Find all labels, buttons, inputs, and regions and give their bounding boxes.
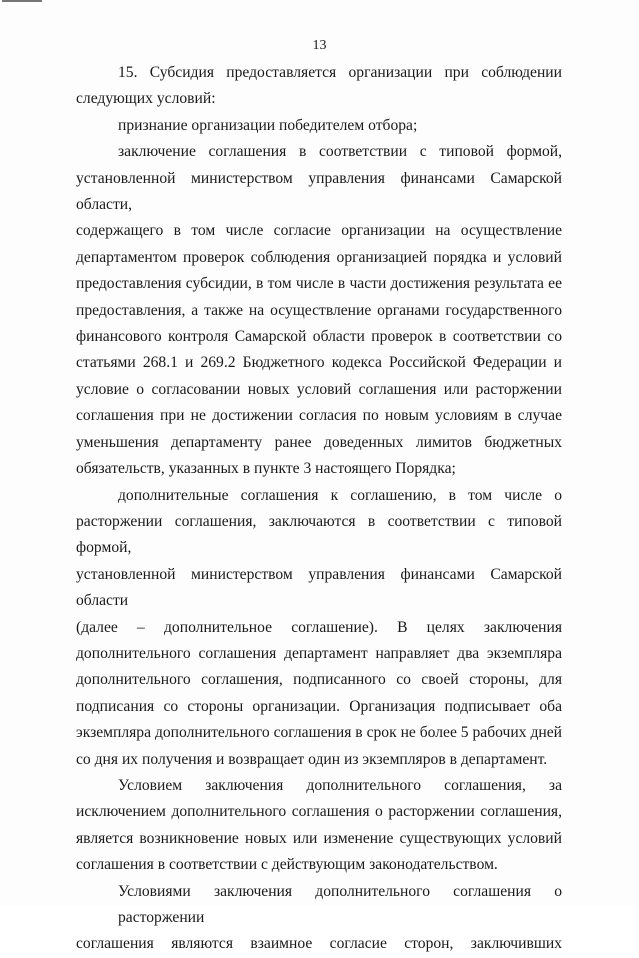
text-line: обязательств, указанных в пункте 3 настоящего Порядка; bbox=[76, 460, 456, 478]
paragraph-additional-agreements bbox=[76, 483, 562, 773]
text-line: содержащего в том числе согласие организации на осуществление bbox=[76, 222, 562, 240]
text-line: предоставления субсидии, в том числе в части достижения результата ее bbox=[76, 275, 562, 293]
text-line: условие о согласовании новых условий соглашения или расторжении bbox=[76, 380, 562, 398]
text-line: установленной министерством управления финансами Самарской области bbox=[76, 565, 562, 610]
text-line: исключением дополнительного соглашения о расторжении соглашения, bbox=[76, 803, 562, 821]
text-line: заключение соглашения в соответствии с типовой формой, bbox=[118, 143, 562, 161]
text-line: статьями 268.1 и 269.2 Бюджетного кодекса Российской Федерации и bbox=[76, 354, 562, 372]
text-line: подписания со стороны организации. Организация подписывает оба bbox=[76, 697, 562, 715]
text-line: дополнительного соглашения, подписанного со своей стороны, для bbox=[76, 671, 562, 689]
text-line: экземпляра дополнительного соглашения в срок не более 5 рабочих дней bbox=[76, 724, 562, 742]
text-line: со дня их получения и возвращает один из экземпляров в департамент. bbox=[76, 750, 548, 768]
text-line: признание организации победителем отбора; bbox=[118, 116, 418, 134]
document-body bbox=[76, 58, 562, 958]
text-line: дополнительные соглашения к соглашению, в том числе о bbox=[118, 486, 562, 504]
scan-edge-mark bbox=[2, 0, 42, 5]
paragraph-15-intro bbox=[76, 60, 562, 113]
text-line: (далее – дополнительное соглашение). В целях заключения bbox=[76, 618, 562, 636]
text-line: уменьшения департаменту ранее доведенных лимитов бюджетных bbox=[76, 433, 562, 451]
text-line: финансового контроля Самарской области проверок в соответствии со bbox=[76, 328, 562, 346]
paragraph-conclusion-condition bbox=[76, 773, 562, 879]
paragraph-condition-agreement bbox=[76, 139, 562, 482]
text-line: дополнительного соглашения департамент направляет два экземпляра bbox=[76, 644, 562, 662]
text-line: является возникновение новых или изменение существующих условий bbox=[76, 829, 562, 847]
text-line: Условиями заключения дополнительного соглашения о расторжении bbox=[118, 882, 562, 926]
text-line: расторжении соглашения, заключаются в соответствии с типовой формой, bbox=[76, 512, 562, 557]
text-line: предоставления, а также на осуществление органами государственного bbox=[76, 301, 562, 319]
text-line: соглашения при не достижении согласия по новым условиям в случае bbox=[76, 407, 562, 425]
text-line: соглашения являются взаимное согласие сторон, заключивших bbox=[76, 935, 562, 953]
text-line: Условием заключения дополнительного соглашения, за bbox=[118, 776, 562, 794]
paragraph-condition-winner bbox=[76, 113, 562, 139]
text-line: департаментом проверок соблюдения организацией порядка и условий bbox=[76, 248, 562, 266]
text-line: соглашения в соответствии с действующим законодательством. bbox=[76, 856, 498, 874]
text-line: установленной министерством управления финансами Самарской области, bbox=[76, 169, 562, 214]
page-number: 13 bbox=[312, 38, 327, 53]
text-line: следующих условий: bbox=[76, 90, 216, 108]
paragraph-termination-conditions bbox=[76, 879, 562, 958]
text-line: 15. Субсидия предоставляется организации при соблюдении bbox=[118, 64, 562, 81]
